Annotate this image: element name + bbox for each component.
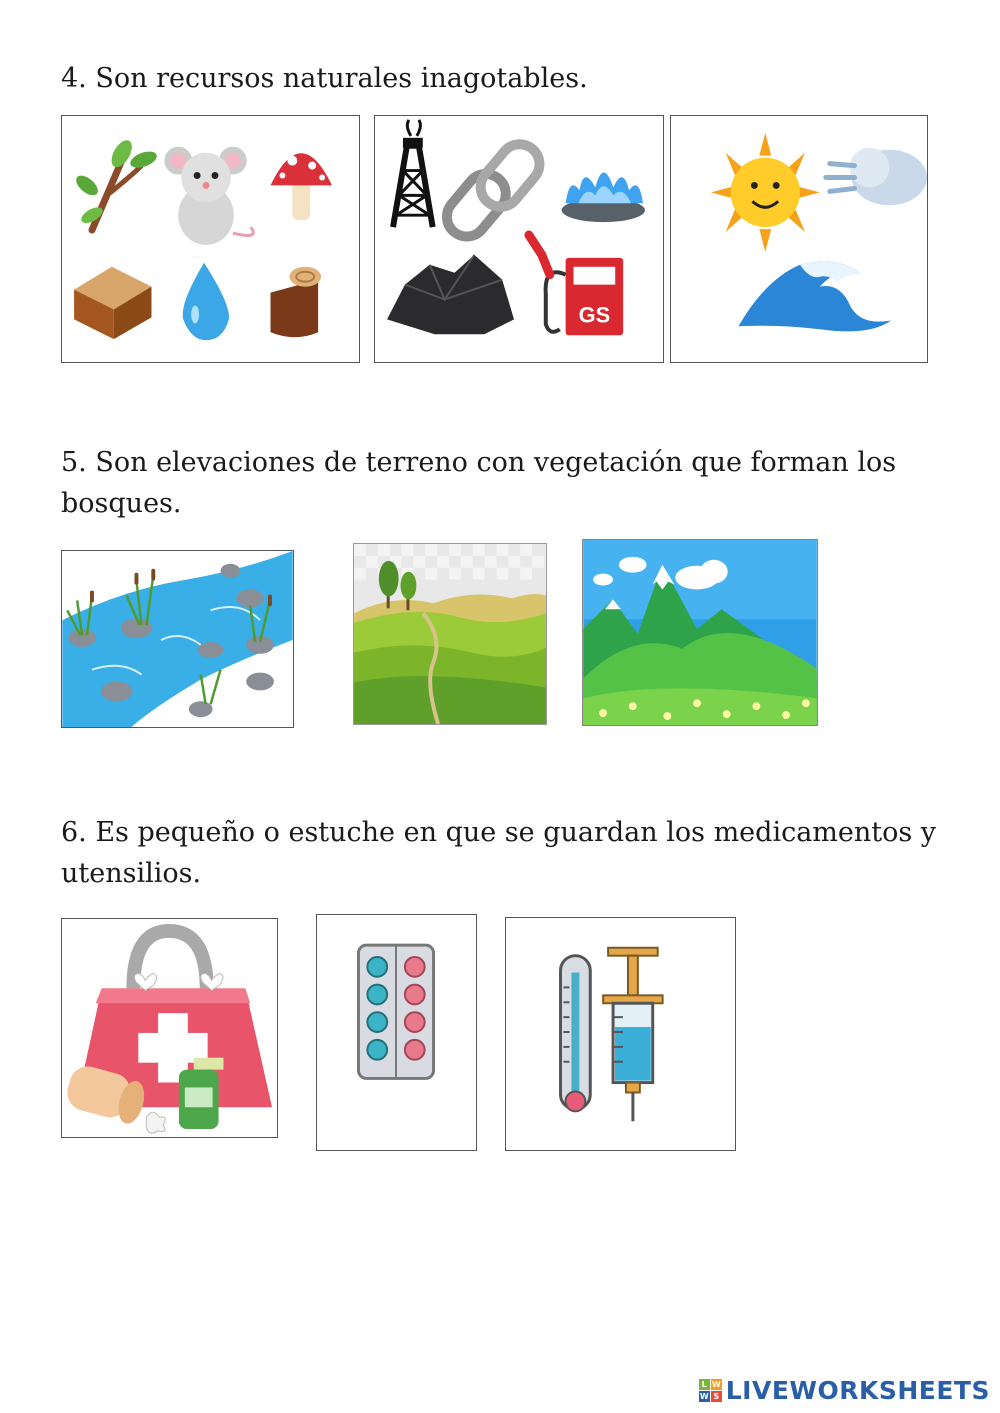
q6-option-3-thermometer-syringe[interactable] (505, 917, 736, 1151)
q6-option-2-pills[interactable] (316, 914, 477, 1151)
question-6-text: 6. Es pequeño o estuche en que se guardan los medicamentos y utensilios. (61, 817, 937, 889)
mushroom-icon (271, 144, 333, 220)
coal-icon (387, 255, 514, 334)
oil-derrick-icon (393, 120, 433, 227)
fuel-pump-label: GS (578, 302, 611, 328)
fuel-pump-icon (529, 235, 623, 335)
logo-mark-icon: L W W S (699, 1380, 721, 1401)
water-drop-icon (183, 263, 229, 340)
syringe-icon (603, 948, 662, 1121)
plant-icon (73, 137, 159, 230)
q4-option-1-renewable-resources[interactable] (61, 115, 360, 363)
q6-option-1-first-aid-kit[interactable] (61, 918, 278, 1138)
logo-text: LIVEWORKSHEETS (725, 1376, 990, 1405)
question-5-text: 5. Son elevaciones de terreno con vegetación que forman los bosques. (61, 447, 897, 519)
q5-option-3-mountains[interactable] (582, 539, 818, 726)
question-4-text: 4. Son recursos naturales inagotables. (61, 63, 588, 94)
pill-blister-icon (358, 945, 433, 1078)
q4-option-2-nonrenewable-resources[interactable] (374, 115, 664, 363)
metal-chain-icon (439, 136, 548, 244)
q5-option-1-river[interactable] (61, 550, 294, 728)
gas-flame-icon (562, 173, 645, 223)
wave-icon (738, 261, 891, 331)
mouse-icon (164, 147, 253, 245)
q5-option-2-plain[interactable] (353, 543, 547, 725)
thermometer-icon (561, 956, 591, 1112)
sun-icon (711, 133, 820, 252)
soil-icon (74, 267, 151, 339)
wind-icon (826, 148, 927, 206)
liveworksheets-logo (699, 1376, 990, 1405)
log-icon (271, 267, 322, 337)
q4-option-3-inexhaustible-resources[interactable] (670, 115, 928, 363)
